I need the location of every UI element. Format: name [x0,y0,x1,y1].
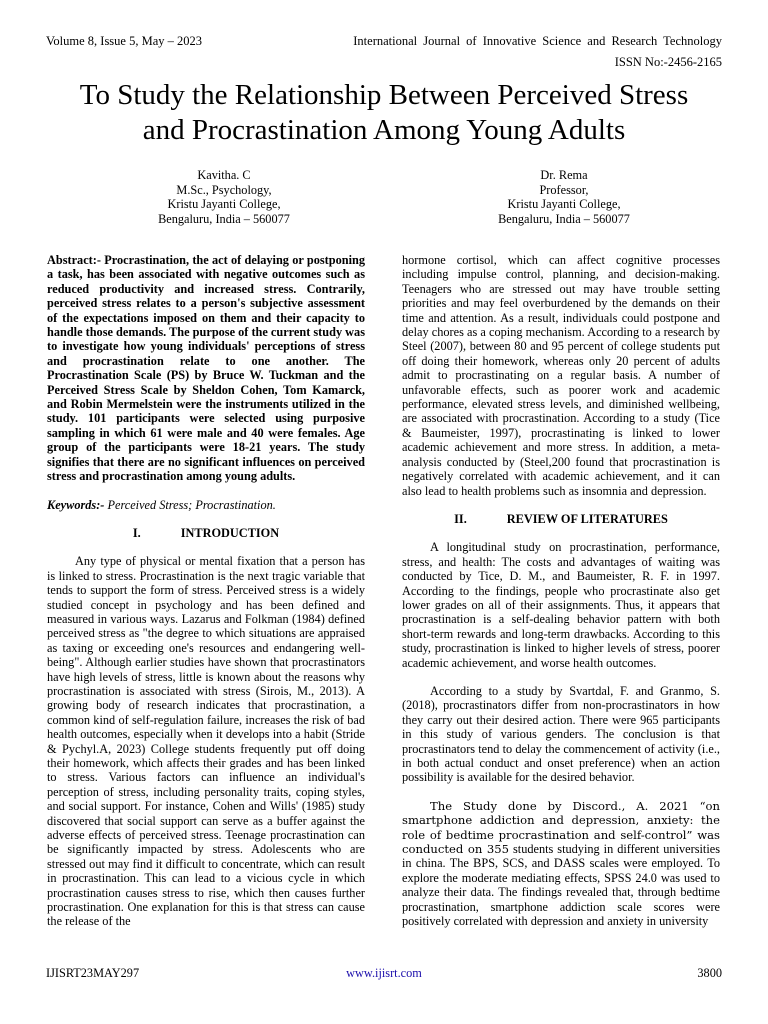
review-paragraph-2: According to a study by Svartdal, F. and Granmo, S. (2018), procrastinators differ from non-procrastinators in how they carry out their desired action. There were 965 participants in this study of various genders. The conclusion is that procrastinators tend to delay the commencement of activity (i.e., in both actual conduct and onset preference) when an action possibility is available for the desired behavior. [402,683,720,785]
section-number: I. [132,525,141,540]
author-affiliation: Kristu Jayanti College, [507,197,621,211]
header-volume: Volume 8, Issue 5, May – 2023 [46,34,203,48]
author-name: Kavitha. C [197,168,251,182]
author-name: Dr. Rema [540,168,588,182]
author-block-2 [434,168,694,226]
introduction-continued-paragraph: hormone cortisol, which can affect cognitive processes including impulse control, planning, and decision-making. Teenagers who are stressed out may have trouble setting priorities and may feel overburdened by the demands on their time and attention. As a result, individuals could postpone and delay chores as a coping mechanism. According to a research by Steel (2007), between 80 and 95 percent of college students put off doing their homework, whereas only 20 percent of adults admit to procrastinating on a regular basis. A number of unfavorable effects, such as poorer work and academic performance, elevated stress levels, and diminished wellbeing, are associated with procrastination. According to a study (Tice & Baumeister, 1997), procrastinating is linked to lower academic achievement and more stress. In addition, a meta-analysis conducted by (Steel,200 found that procrastination is negatively correlated with academic achievement, and it can also lead to health problems such as insomnia and depression. [402,253,720,498]
header-issn: ISSN No:-2456-2165 [614,55,722,69]
header-journal: International Journal of Innovative Science and Research Technology [353,34,722,48]
paper-title-line-1: To Study the Relationship Between Perceived Stress [79,79,689,111]
author-affiliation: Kristu Jayanti College, [167,197,281,211]
footer-link[interactable]: www.ijisrt.com [346,966,422,980]
section-title: INTRODUCTION [180,525,280,540]
section-heading-review [402,512,720,526]
paper-title-line-2: and Procrastination Among Young Adults [142,114,626,146]
author-role: Professor, [539,182,589,197]
paper-title [40,78,728,148]
keywords [47,498,365,512]
author-role: M.Sc., Psychology, [176,182,272,197]
author-location: Bengaluru, India – 560077 [498,211,630,226]
right-column [402,253,720,928]
keywords-text: Perceived Stress; Procrastination. [107,497,276,512]
section-number: II. [454,511,467,526]
left-column [47,253,365,929]
abstract: Abstract:- Procrastination, the act of delaying or postponing a task, has been associated with negative outcomes such as reduced productivity and increased stress. Contrarily, perceived stress relates to a person's subjective assessment of the expectations imposed on them and their capacity to handle those demands. The purpose of the current study was to investigate how young individuals' perceptions of stress and procrastination relate to one another. The Procrastination Scale (PS) by Bruce W. Tuckman and the Perceived Stress Scale by Sheldon Cohen, Tom Kamarck, and Robin Mermelstein were the instruments utilized in the study. 101 participants were selected using purposive sampling in which 61 were male and 40 were females. Age group of the participants were 18-21 years. The study signifies that there are no significant influences on perceived stress and procrastination among young adults. [47,253,365,484]
review-paragraph-3 [402,799,720,929]
review-paragraph-3-rest: students studying in different universities in china. The BPS, SCS, and DASS scales were employed. To explore the moderate mediating effects, SPSS 24.0 was used to analyze their data. The findings revealed that, through bedtime procrastination, smartphone addiction scale scores were positively correlated with depression and anxiety in university [402,842,720,929]
footer-page-number: 3800 [697,966,722,980]
review-paragraph-1: A longitudinal study on procrastination, performance, stress, and health: The costs and advantages of waiting was conducted by Tice, D. M., and Baumeister, R. F. in 1997. According to the findings, people who procrastinate also get lower grades on all of their assignments. Thus, it appears that procrastination is a self-dealing behavior pattern with both short-term rewards and long-term drawbacks. According to this study, procrastination is linked to higher levels of stress, poorer academic achievement, and worse health outcomes. [402,540,720,670]
author-block-1 [94,168,354,226]
footer-url [0,966,768,981]
section-title: REVIEW OF LITERATURES [506,511,668,526]
keywords-label: Keywords:- [47,497,105,512]
footer-paper-id: IJISRT23MAY297 [46,966,140,980]
review-paragraph-3-lead: The Study done by Discord., A. 2021 “on smartphone addiction and depression, anxiety: the role of bedtime procrastination and self-control” was conducted on 355 [402,798,720,857]
introduction-paragraph: Any type of physical or mental fixation that a person has is linked to stress. Procrastination is the next tragic variable that tends to support the form of stress. Perceived stress is a widely studied concept in psychology and has been defined and measured in various ways. Lazarus and Folkman (1984) defined perceived stress as "the degree to which situations are appraised as taxing or exceeding one's resources and endangering well-being". Although earlier studies have shown that procrastinators have high levels of stress, little is known about the reasons why procrastination is associated with stress (Sirois, M., 2013). A growing body of research indicates that procrastination, a common kind of self-regulation failure, increases the risk of bad health outcomes, especially when it develops into a habit (Stride & Pychyl.A, 2023) College students frequently put off doing their homework, which affects their grades and has been linked to stress. Various factors can influence an individual's perception of stress, including personality traits, coping styles, and social support. For instance, Cohen and Wills' (1985) study discovered that social support can serve as a buffer against the adverse effects of perceived stress. Teenage procrastination can be significantly impacted by stress. Adolescents who are stressed out may find it difficult to concentrate, which can result in procrastination. This can lead to a vicious cycle in which procrastination causes stress to rise, which then causes further procrastination. One explanation for this is that stress can cause the release of the [47,554,365,929]
author-location: Bengaluru, India – 560077 [158,211,290,226]
section-heading-introduction [47,526,365,540]
